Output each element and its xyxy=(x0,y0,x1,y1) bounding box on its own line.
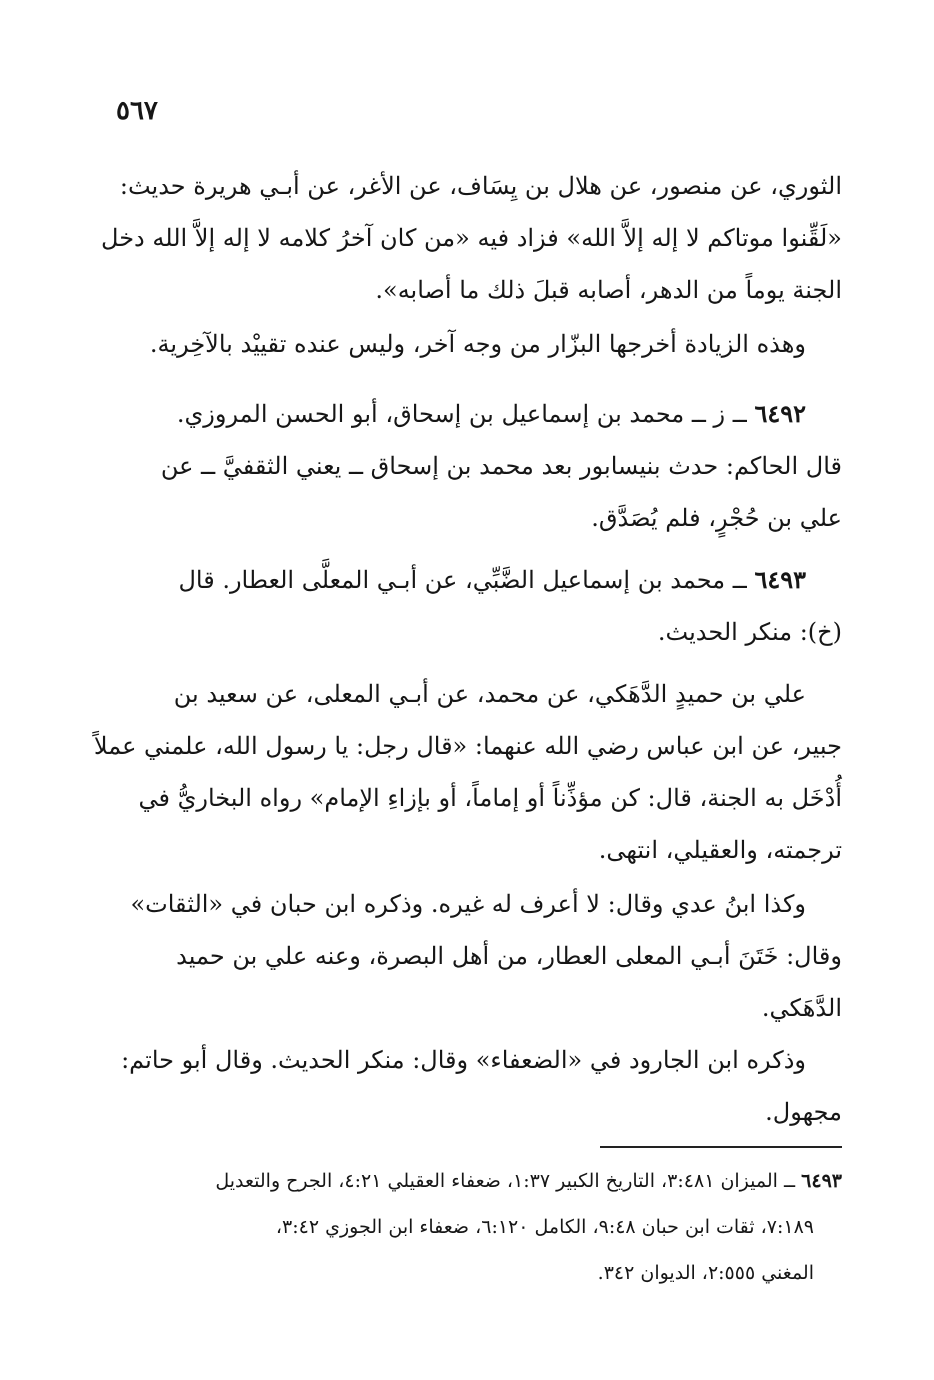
footnote-divider xyxy=(600,1146,842,1148)
footnote-line: المغني ٢:٥٥٥، الديوان ٣٤٢. xyxy=(597,1262,814,1284)
entry-heading-line xyxy=(112,388,842,440)
text-line: «لَقِّنوا موتاكم لا إله إلاَّ الله» فزاد فيه «من كان آخرُ كلامه لا إله إلاَّ الله دخل xyxy=(101,224,842,252)
entry-6492 xyxy=(112,388,842,544)
paragraph-continuation xyxy=(101,160,842,316)
text-line: قال الحاكم: حدث بنيسابور بعد محمد بن إسحاق ــ يعني الثقفيَّ ــ عن xyxy=(160,452,842,480)
entry-number: ٦٤٩٢ xyxy=(754,399,806,428)
text-line: جبير، عن ابن عباس رضي الله عنهما: «قال رجل: يا رسول الله، علمني عملاً xyxy=(93,732,842,760)
paragraph-note xyxy=(112,318,842,370)
text-line: وكذا ابنُ عدي وقال: لا أعرف له غيره. وذكره ابن حبان في «الثقات» xyxy=(130,890,806,918)
footnote-text: ــ الميزان ٣:٤٨١، التاريخ الكبير ١:٣٧، ضعفاء العقيلي ٤:٢١، الجرح والتعديل xyxy=(215,1170,802,1192)
paragraph-hadith xyxy=(93,668,842,876)
entry-number: ٦٤٩٣ xyxy=(754,565,806,594)
paragraph-ibn-adi xyxy=(112,878,842,1034)
footnote-line xyxy=(112,1158,842,1204)
text-line: الدَّهَكي. xyxy=(761,994,842,1022)
paragraph-ibn-jarud xyxy=(112,1034,842,1138)
footnote-line: ٧:١٨٩، ثقات ابن حبان ٩:٤٨، الكامل ٦:١٢٠، ضعفاء ابن الجوزي ٣:٤٢، xyxy=(275,1216,814,1238)
footnote-number: ٦٤٩٣ xyxy=(801,1170,842,1192)
footnote xyxy=(112,1158,842,1296)
text-line: وذكره ابن الجارود في «الضعفاء» وقال: منكر الحديث. وقال أبو حاتم: xyxy=(121,1046,806,1074)
text-line: (خ): منكر الحديث. xyxy=(657,618,842,646)
text-line: الثوري، عن منصور، عن هلال بن يِسَاف، عن الأغر، عن أبـي هريرة حديث: xyxy=(119,172,842,200)
text-line: أُدْخَل به الجنة، قال: كن مؤذِّناً أو إماماً، أو بإزاءِ الإمام» رواه البخاريُّ في xyxy=(138,784,842,812)
text-line: وهذه الزيادة أخرجها البزّار من وجه آخر، وليس عنده تقييْد بالآخِرية. xyxy=(149,330,806,358)
text-line: الجنة يوماً من الدهر، أصابه قبلَ ذلك ما أصابه». xyxy=(375,276,842,304)
entry-6493 xyxy=(112,554,842,658)
text-line: مجهول. xyxy=(765,1098,842,1126)
text-line: ــ ز ــ محمد بن إسماعيل بن إسحاق، أبو الحسن المروزي. xyxy=(176,400,755,428)
text-line: ــ محمد بن إسماعيل الضَّبِّي، عن أبـي المعلَّى العطار. قال xyxy=(178,566,755,594)
text-line: علي بن حميدٍ الدَّهَكي، عن محمد، عن أبـي المعلى، عن سعيد بن xyxy=(173,680,806,708)
text-line: وقال: خَتَنَ أبـي المعلى العطار، من أهل البصرة، وعنه علي بن حميد xyxy=(176,942,842,970)
page-number: ٥٦٧ xyxy=(116,96,158,126)
text-line: علي بن حُجْرٍ، فلم يُصَدَّق. xyxy=(591,504,842,532)
text-line: ترجمته، والعقيلي، انتهى. xyxy=(598,836,842,864)
entry-heading-line xyxy=(112,554,842,606)
